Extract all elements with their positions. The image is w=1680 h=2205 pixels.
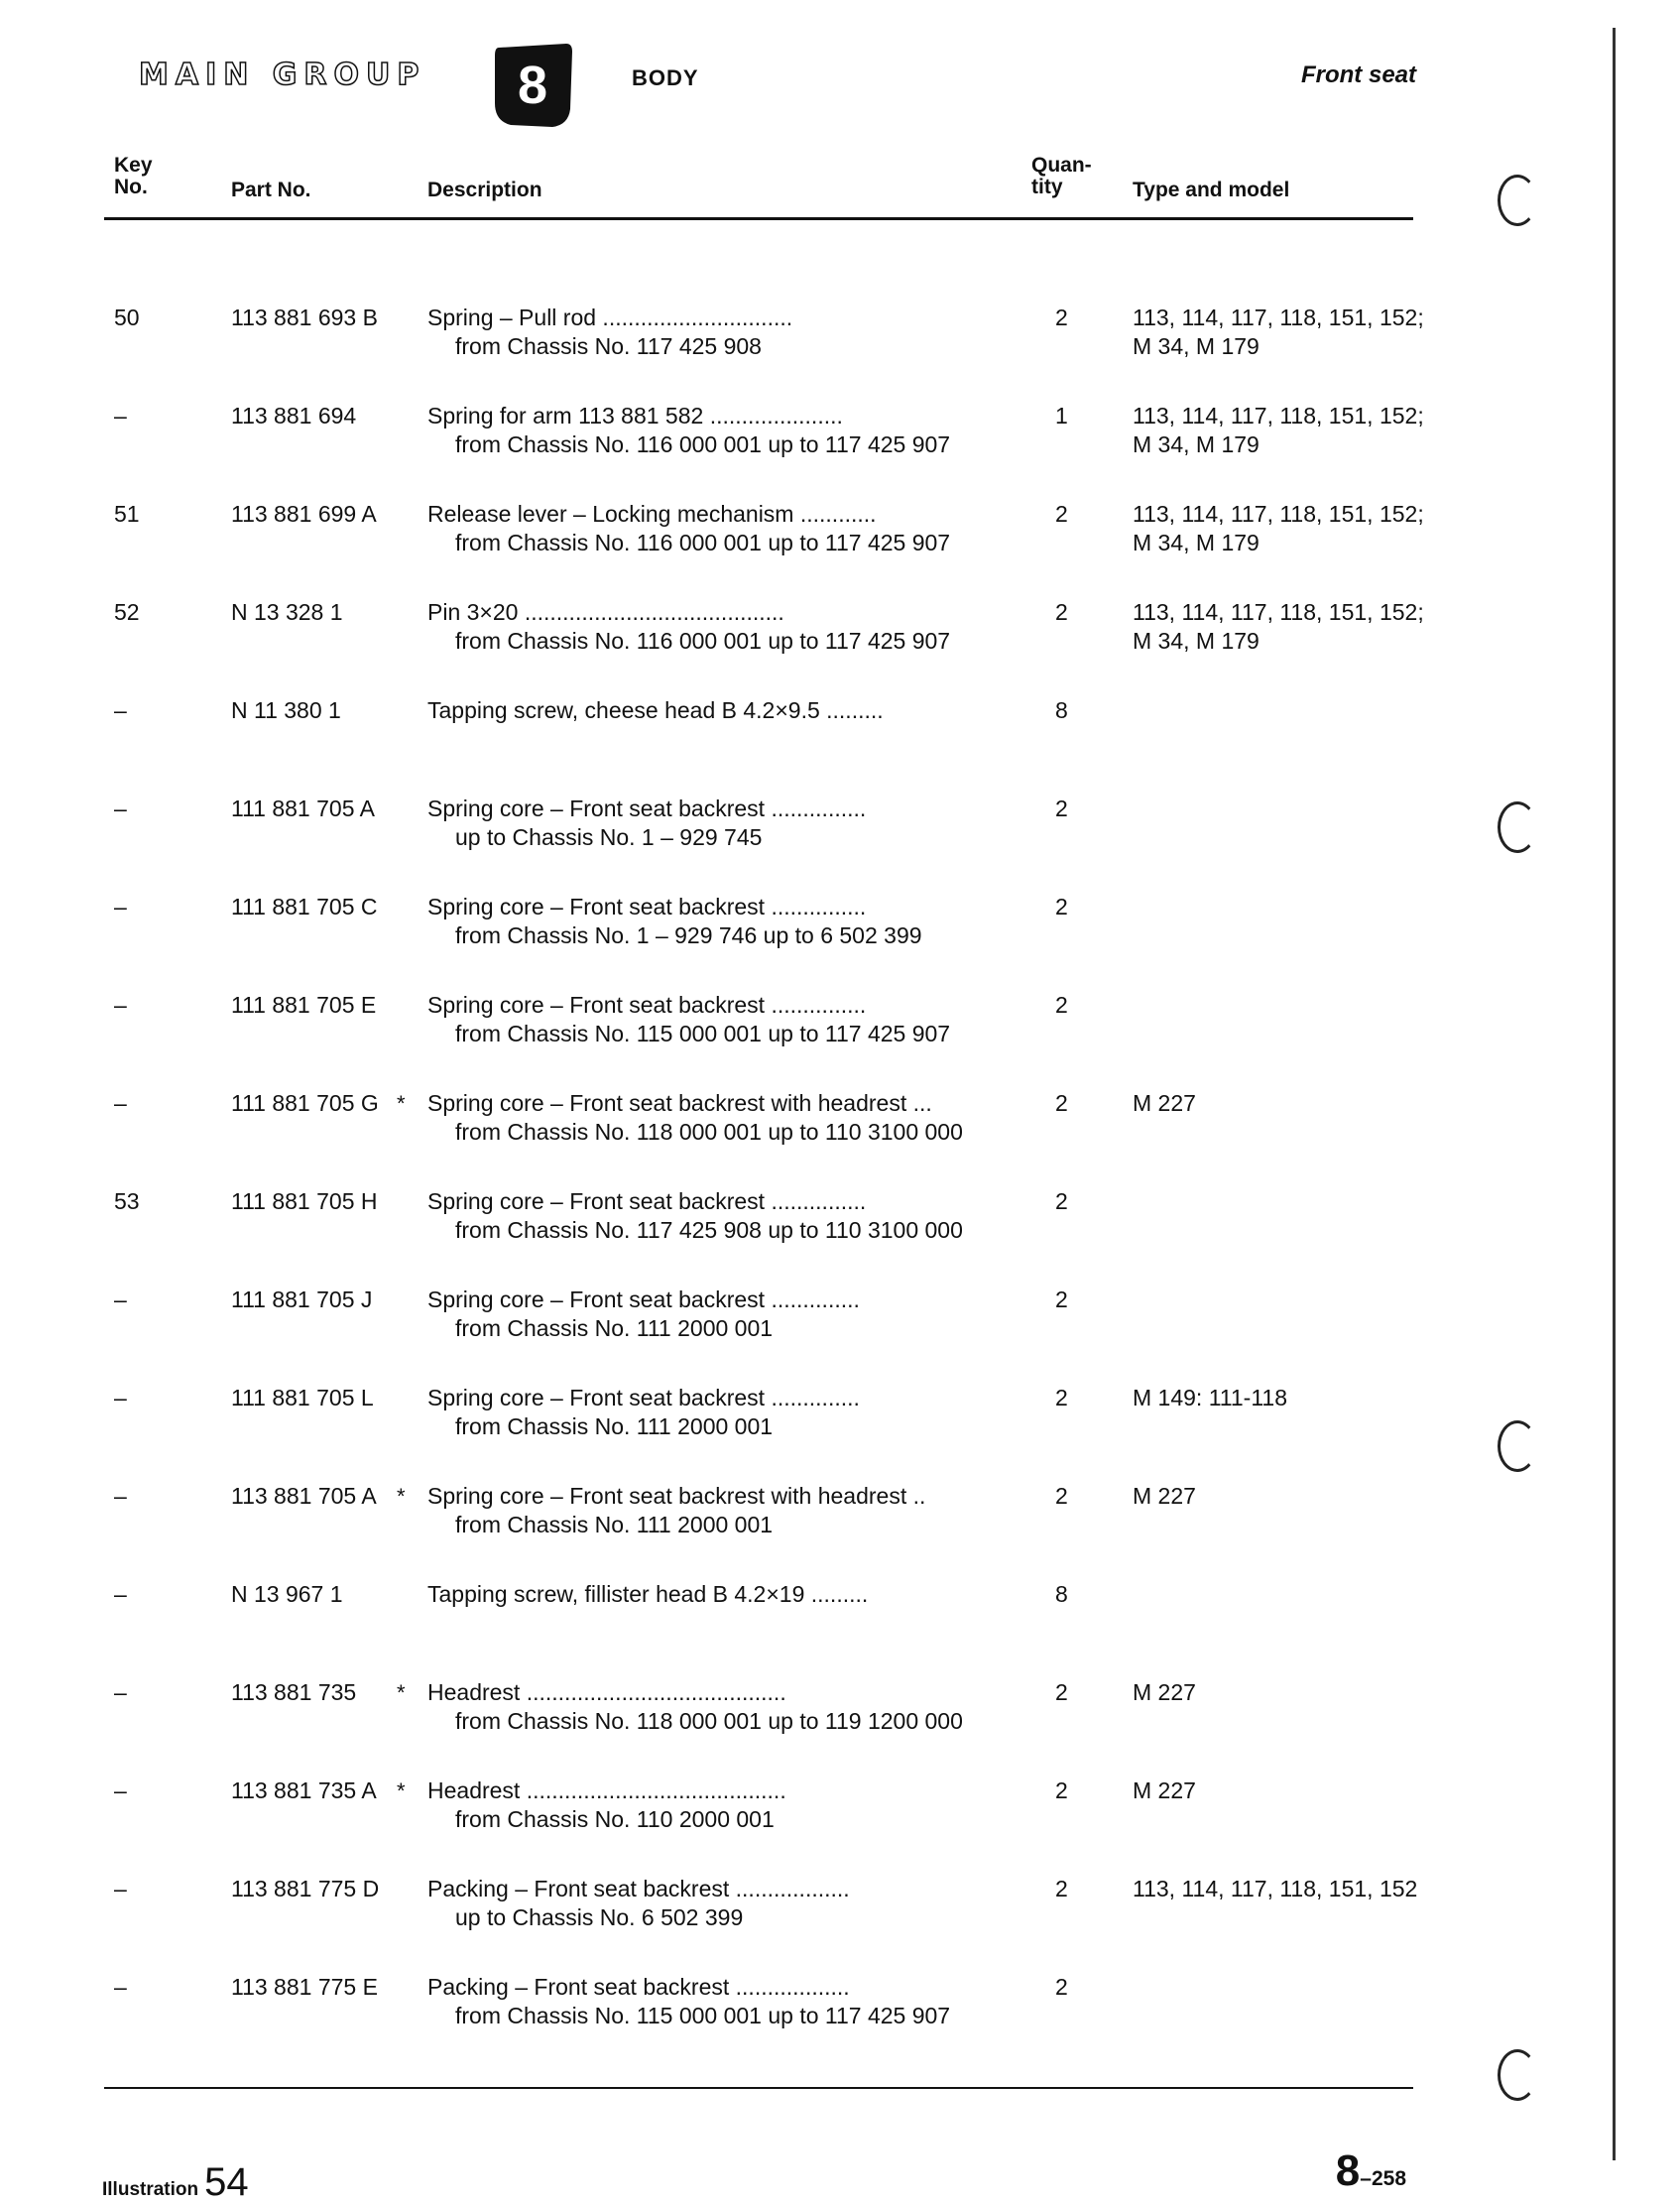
key-no-cell: – [114, 1777, 127, 1803]
chassis-range-text: from Chassis No. 116 000 001 up to 117 425 907 [455, 530, 951, 555]
type-model-text: 113, 114, 117, 118, 151, 152 [1133, 1876, 1418, 1901]
table-row [0, 991, 1680, 1089]
type-model-text-line2: M 34, M 179 [1133, 431, 1260, 457]
key-no-cell: – [114, 1286, 127, 1312]
description-text: Packing – Front seat backrest .................. [427, 1876, 850, 1901]
column-headers [0, 155, 1680, 224]
description-text: Spring core – Front seat backrest ............... [427, 992, 867, 1018]
description-text: Spring core – Front seat backrest .............. [427, 1286, 860, 1312]
table-row [0, 598, 1680, 696]
quantity-cell: 2 [1055, 894, 1068, 919]
part-no-cell: 113 881 694 [231, 403, 357, 429]
subsection-title: Front seat [1300, 61, 1416, 88]
table-row [0, 1482, 1680, 1580]
binder-hole-mark [1498, 175, 1537, 226]
key-no-cell: 52 [114, 599, 140, 625]
part-no-cell: 111 881 705 H [231, 1188, 378, 1214]
quantity-cell: 2 [1055, 599, 1068, 625]
header-description: Description [427, 179, 542, 201]
chassis-range-text: from Chassis No. 110 2000 001 [455, 1806, 775, 1832]
chassis-range-text: up to Chassis No. 6 502 399 [455, 1904, 744, 1930]
page-number-sub: –258 [1360, 2167, 1406, 2190]
chassis-range-text: from Chassis No. 1 – 929 746 up to 6 502 399 [455, 922, 922, 948]
type-model-cell [1133, 1678, 1196, 1707]
part-no-cell: N 13 967 1 [231, 1581, 343, 1607]
type-model-text: M 227 [1133, 1679, 1196, 1705]
type-model-text: M 227 [1133, 1777, 1196, 1803]
type-model-cell [1133, 1384, 1287, 1412]
description-cell [427, 795, 866, 852]
description-text: Pin 3×20 ......................................... [427, 599, 784, 625]
description-cell [427, 1482, 925, 1539]
type-model-cell [1133, 1089, 1196, 1118]
main-group-label: MAIN GROUP [139, 58, 426, 92]
table-row [0, 304, 1680, 402]
key-no-cell: – [114, 1385, 127, 1410]
description-cell [427, 500, 950, 557]
type-model-text: 113, 114, 117, 118, 151, 152; [1133, 403, 1424, 429]
chassis-range-text: from Chassis No. 115 000 001 up to 117 425 907 [455, 1021, 951, 1046]
illustration-ref [102, 2160, 249, 2205]
header-type-model: Type and model [1133, 179, 1290, 201]
table-row [0, 1875, 1680, 1973]
part-no-cell: 113 881 735 A [231, 1777, 377, 1803]
key-no-cell: – [114, 697, 127, 723]
description-text: Spring for arm 113 881 582 ..................... [427, 403, 843, 429]
description-cell [427, 1187, 963, 1245]
part-no-cell: 111 881 705 L [231, 1385, 374, 1410]
description-cell [427, 598, 950, 656]
chassis-range-text: from Chassis No. 111 2000 001 [455, 1315, 774, 1341]
type-model-cell [1133, 304, 1424, 361]
type-model-text: 113, 114, 117, 118, 151, 152; [1133, 305, 1424, 330]
table-row [0, 893, 1680, 991]
part-no-cell: 111 881 705 C [231, 894, 378, 919]
description-cell [427, 1286, 860, 1343]
part-no-cell: 111 881 705 J [231, 1286, 373, 1312]
type-model-cell [1133, 1482, 1196, 1511]
chassis-range-text: up to Chassis No. 1 – 929 745 [455, 824, 763, 850]
group-number-badge [491, 40, 574, 129]
type-model-cell [1133, 1875, 1417, 1903]
description-cell [427, 402, 950, 459]
description-cell [427, 1384, 860, 1441]
description-text: Spring core – Front seat backrest ............... [427, 894, 867, 919]
footer-rule [104, 2087, 1413, 2089]
description-text: Tapping screw, cheese head B 4.2×9.5 ......... [427, 697, 884, 723]
part-no-cell: 113 881 699 A [231, 501, 377, 527]
quantity-cell: 2 [1055, 501, 1068, 527]
chassis-range-text: from Chassis No. 111 2000 001 [455, 1413, 774, 1439]
key-no-cell: – [114, 796, 127, 821]
key-no-cell: – [114, 403, 127, 429]
table-row [0, 402, 1680, 500]
table-row [0, 1973, 1680, 2071]
table-row [0, 1776, 1680, 1875]
chassis-range-text: from Chassis No. 117 425 908 up to 110 3100 000 [455, 1217, 963, 1243]
description-text: Spring core – Front seat backrest ............... [427, 796, 867, 821]
quantity-cell: 2 [1055, 1385, 1068, 1410]
quantity-cell: 2 [1055, 1483, 1068, 1509]
quantity-cell: 2 [1055, 992, 1068, 1018]
table-row [0, 1089, 1680, 1187]
chassis-range-text: from Chassis No. 116 000 001 up to 117 425 907 [455, 628, 951, 654]
description-text: Spring core – Front seat backrest .............. [427, 1385, 860, 1410]
table-row [0, 1384, 1680, 1482]
quantity-cell: 2 [1055, 1188, 1068, 1214]
section-title: BODY [632, 65, 699, 90]
type-model-text-line2: M 34, M 179 [1133, 333, 1260, 359]
description-cell [427, 1678, 963, 1736]
quantity-cell: 2 [1055, 305, 1068, 330]
part-no-cell: 113 881 775 E [231, 1974, 378, 2000]
type-model-cell [1133, 598, 1424, 656]
key-no-cell: – [114, 1581, 127, 1607]
header-part-no: Part No. [231, 179, 311, 201]
description-text: Tapping screw, fillister head B 4.2×19 ......... [427, 1581, 869, 1607]
type-model-text: 113, 114, 117, 118, 151, 152; [1133, 599, 1424, 625]
key-no-cell: – [114, 1974, 127, 2000]
key-no-cell: – [114, 1090, 127, 1116]
quantity-cell: 1 [1055, 403, 1068, 429]
type-model-text-line2: M 34, M 179 [1133, 628, 1260, 654]
table-row [0, 795, 1680, 893]
description-cell [427, 1875, 850, 1932]
description-text: Spring core – Front seat backrest with headrest .. [427, 1483, 926, 1509]
key-no-cell: 50 [114, 305, 140, 330]
type-model-text-line2: M 34, M 179 [1133, 530, 1260, 555]
part-no-cell: 111 881 705 G [231, 1090, 379, 1116]
asterisk-marker: * [397, 1680, 406, 1705]
description-cell [427, 304, 792, 361]
part-no-cell: N 11 380 1 [231, 697, 341, 723]
chassis-range-text: from Chassis No. 111 2000 001 [455, 1512, 774, 1537]
type-model-text: M 227 [1133, 1483, 1196, 1509]
description-text: Headrest ......................................... [427, 1679, 786, 1705]
part-no-cell: 113 881 705 A [231, 1483, 377, 1509]
chassis-range-text: from Chassis No. 117 425 908 [455, 333, 762, 359]
description-cell [427, 696, 884, 725]
binder-hole-mark [1498, 2049, 1537, 2101]
type-model-text: M 149: 111-118 [1133, 1385, 1287, 1410]
type-model-text: 113, 114, 117, 118, 151, 152; [1133, 501, 1424, 527]
page-number-main: 8 [1335, 2146, 1361, 2195]
quantity-cell: 2 [1055, 1090, 1068, 1116]
part-no-cell: 113 881 693 B [231, 305, 378, 330]
key-no-cell: – [114, 1679, 127, 1705]
table-row [0, 500, 1680, 598]
table-row [0, 696, 1680, 795]
quantity-cell: 2 [1055, 1974, 1068, 2000]
illustration-label: Illustration [102, 2179, 199, 2200]
key-no-cell: – [114, 1483, 127, 1509]
chassis-range-text: from Chassis No. 116 000 001 up to 117 425 907 [455, 431, 951, 457]
parts-list [0, 304, 1680, 2071]
chassis-range-text: from Chassis No. 118 000 001 up to 119 1200 000 [455, 1708, 963, 1734]
description-cell [427, 991, 950, 1048]
header-quantity: Quan- tity [1031, 154, 1092, 198]
table-row [0, 1580, 1680, 1678]
description-cell [427, 1580, 868, 1609]
quantity-cell: 2 [1055, 1679, 1068, 1705]
chassis-range-text: from Chassis No. 118 000 001 up to 110 3100 000 [455, 1119, 963, 1145]
description-text: Spring – Pull rod .............................. [427, 305, 793, 330]
description-text: Release lever – Locking mechanism ............ [427, 501, 877, 527]
binder-hole-mark [1498, 1420, 1537, 1472]
asterisk-marker: * [397, 1778, 406, 1803]
table-row [0, 1187, 1680, 1286]
description-cell [427, 1776, 786, 1834]
asterisk-marker: * [397, 1091, 406, 1116]
chassis-range-text: from Chassis No. 115 000 001 up to 117 425 907 [455, 2003, 951, 2028]
group-number: 8 [517, 56, 548, 115]
page-number [1336, 2146, 1406, 2196]
table-row [0, 1678, 1680, 1776]
key-no-cell: – [114, 894, 127, 919]
description-text: Headrest ......................................... [427, 1777, 786, 1803]
part-no-cell: 113 881 735 [231, 1679, 357, 1705]
description-cell [427, 1089, 963, 1147]
key-no-cell: 51 [114, 501, 140, 527]
description-text: Packing – Front seat backrest .................. [427, 1974, 850, 2000]
description-cell [427, 1973, 950, 2030]
binder-hole-mark [1498, 801, 1537, 853]
quantity-cell: 2 [1055, 1876, 1068, 1901]
table-row [0, 1286, 1680, 1384]
key-no-cell: – [114, 992, 127, 1018]
type-model-text: M 227 [1133, 1090, 1196, 1116]
key-no-cell: – [114, 1876, 127, 1901]
type-model-cell [1133, 402, 1424, 459]
part-no-cell: N 13 328 1 [231, 599, 343, 625]
quantity-cell: 8 [1055, 1581, 1068, 1607]
quantity-cell: 2 [1055, 1777, 1068, 1803]
description-text: Spring core – Front seat backrest ............... [427, 1188, 867, 1214]
asterisk-marker: * [397, 1484, 406, 1509]
part-no-cell: 113 881 775 D [231, 1876, 380, 1901]
quantity-cell: 2 [1055, 1286, 1068, 1312]
description-text: Spring core – Front seat backrest with headrest ... [427, 1090, 932, 1116]
header-rule [104, 217, 1413, 220]
type-model-cell [1133, 1776, 1196, 1805]
header-key-no: Key No. [114, 154, 153, 198]
key-no-cell: 53 [114, 1188, 140, 1214]
binding-edge [1613, 28, 1616, 2160]
illustration-number: 54 [204, 2160, 249, 2204]
part-no-cell: 111 881 705 A [231, 796, 375, 821]
type-model-cell [1133, 500, 1424, 557]
quantity-cell: 2 [1055, 796, 1068, 821]
description-cell [427, 893, 922, 950]
part-no-cell: 111 881 705 E [231, 992, 377, 1018]
quantity-cell: 8 [1055, 697, 1068, 723]
